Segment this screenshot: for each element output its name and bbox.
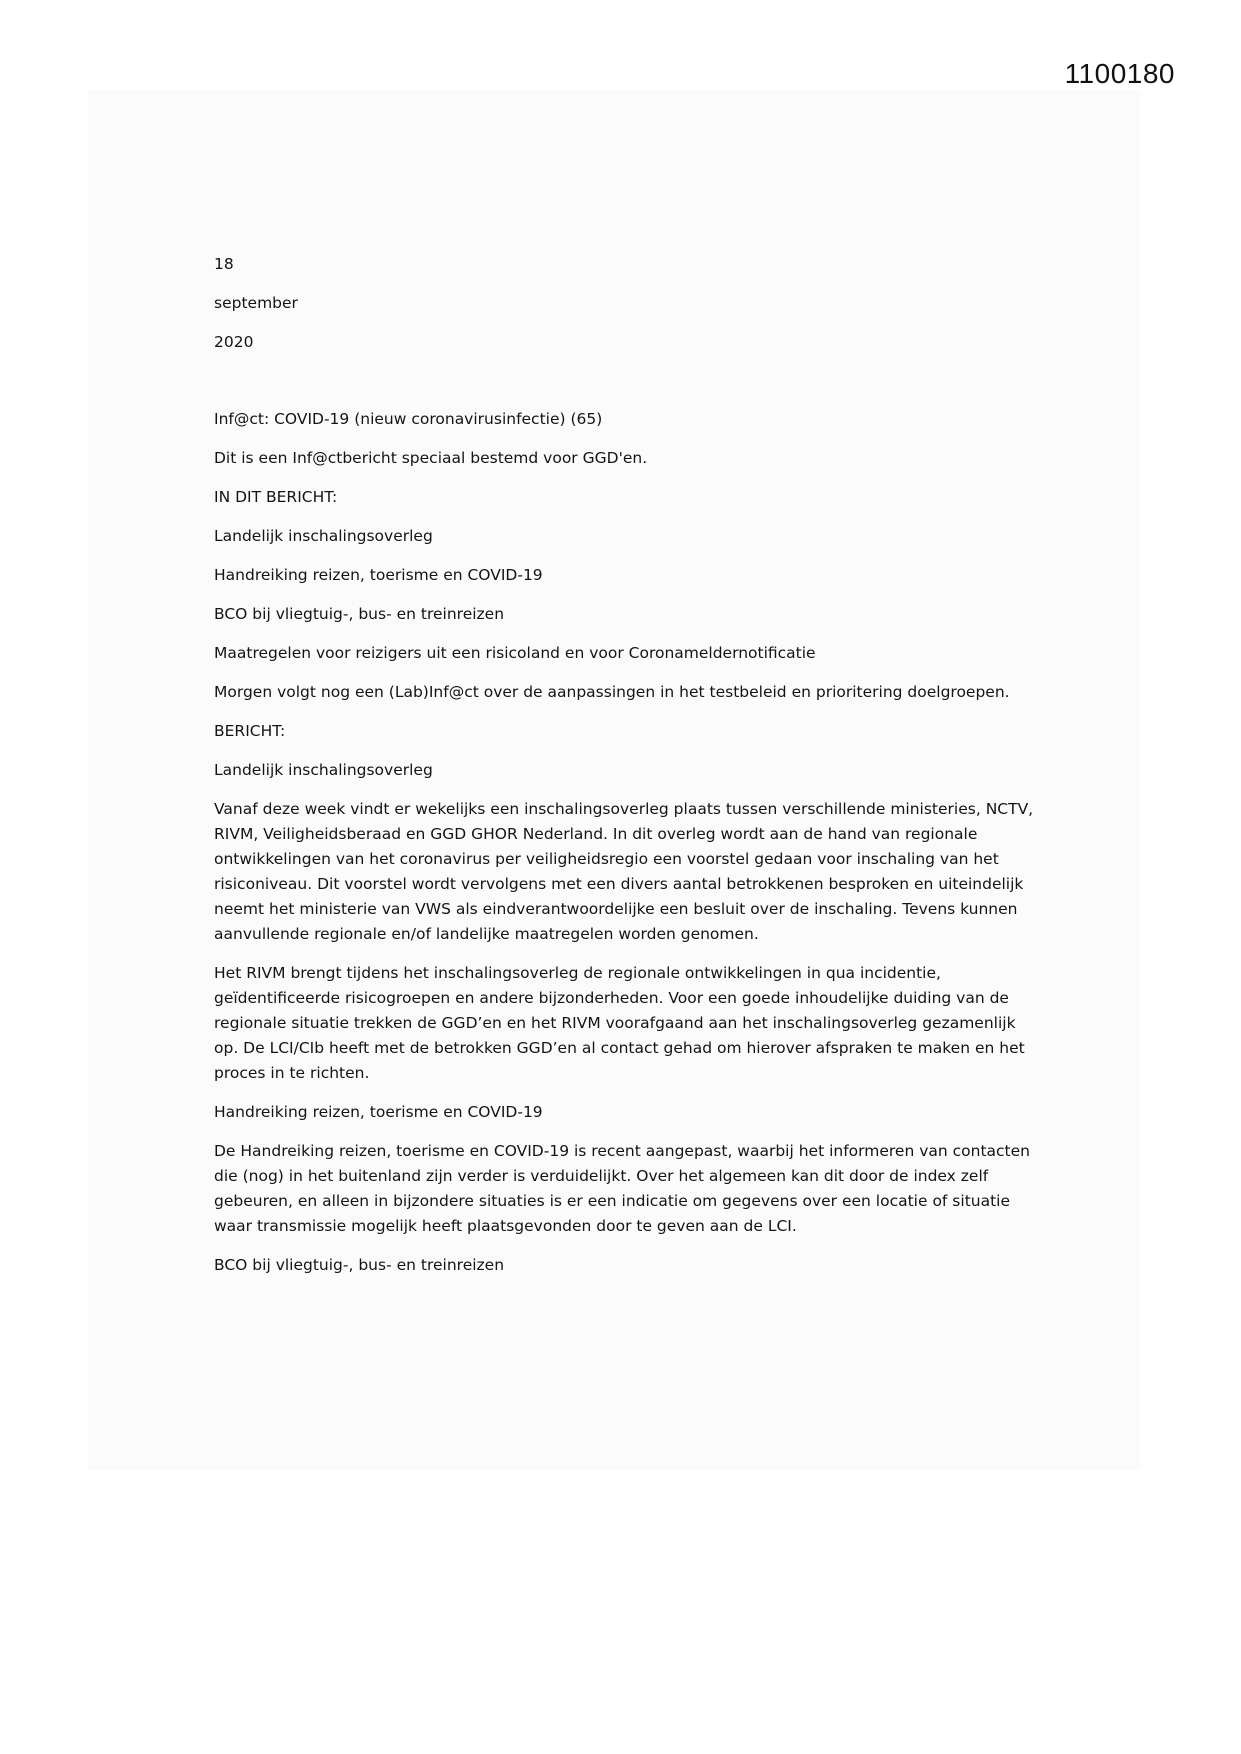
toc-item: Handreiking reizen, toerisme en COVID-19 bbox=[214, 566, 543, 584]
spacer bbox=[214, 369, 1044, 407]
message-title: Inf@ct: COVID-19 (nieuw coronavirusinfectie) (65) bbox=[214, 410, 603, 428]
toc-item: Morgen volgt nog een (Lab)Inf@ct over de aanpassingen in het testbeleid en prioritering doelgroepen. bbox=[214, 683, 1010, 701]
paragraph-line: Het RIVM brengt tijdens het inschalingsoverleg de regionale ontwikkelingen in qua incidentie, bbox=[214, 964, 941, 982]
message-subtitle: Dit is een Inf@ctbericht speciaal bestemd voor GGD'en. bbox=[214, 449, 648, 467]
toc-item: Maatregelen voor reizigers uit een risicoland en voor Coronameldernotificatie bbox=[214, 644, 816, 662]
paragraph-line: Vanaf deze week vindt er wekelijks een inschalingsoverleg plaats tussen verschillende ministeries, NCTV, bbox=[214, 800, 1034, 818]
document-body bbox=[214, 252, 1044, 1292]
section-paragraph bbox=[214, 797, 1044, 947]
paragraph-line: op. De LCI/CIb heeft met de betrokken GGD’en al contact gehad om hierover afspraken te maken en het bbox=[214, 1039, 1025, 1057]
section-heading: Handreiking reizen, toerisme en COVID-19 bbox=[214, 1103, 543, 1121]
paragraph-line: risiconiveau. Dit voorstel wordt vervolgens met een divers aantal betrokkenen besproken en uiteindelijk bbox=[214, 875, 1024, 893]
paragraph-line: waar transmissie mogelijk heeft plaatsgevonden door te geven aan de LCI. bbox=[214, 1217, 797, 1235]
date-month: september bbox=[214, 294, 298, 312]
paragraph-line: RIVM, Veiligheidsberaad en GGD GHOR Nederland. In dit overleg wordt aan de hand van regionale bbox=[214, 825, 978, 843]
date-day: 18 bbox=[214, 255, 234, 273]
paragraph-line: regionale situatie trekken de GGD’en en het RIVM voorafgaand aan het inschalingsoverleg gezamenlijk bbox=[214, 1014, 1016, 1032]
paragraph-line: ontwikkelingen van het coronavirus per veiligheidsregio een voorstel gedaan voor inschaling van het bbox=[214, 850, 999, 868]
bericht-label: BERICHT: bbox=[214, 722, 286, 740]
paragraph-line: gebeuren, en alleen in bijzondere situaties is er een indicatie om gegevens over een locatie of situatie bbox=[214, 1192, 1011, 1210]
document-id-stamp: 1100180 bbox=[1064, 58, 1175, 89]
paragraph-line: geïdentificeerde risicogroepen en andere bijzonderheden. Voor een goede inhoudelijke duiding van de bbox=[214, 989, 1009, 1007]
paragraph-line: aanvullende regionale en/of landelijke maatregelen worden genomen. bbox=[214, 925, 759, 943]
in-dit-bericht-label: IN DIT BERICHT: bbox=[214, 488, 338, 506]
paragraph-line: neemt het ministerie van VWS als eindverantwoordelijke een besluit over de inschaling. Tevens kunnen bbox=[214, 900, 1018, 918]
date-year: 2020 bbox=[214, 333, 254, 351]
toc-item: BCO bij vliegtuig-, bus- en treinreizen bbox=[214, 605, 505, 623]
paragraph-line: die (nog) in het buitenland zijn verder is verduidelijkt. Over het algemeen kan dit door de index zelf bbox=[214, 1167, 989, 1185]
toc-item: Landelijk inschalingsoverleg bbox=[214, 527, 433, 545]
section-paragraph bbox=[214, 961, 1044, 1086]
section-heading: Landelijk inschalingsoverleg bbox=[214, 761, 433, 779]
section-paragraph bbox=[214, 1139, 1044, 1239]
paragraph-line: De Handreiking reizen, toerisme en COVID-19 is recent aangepast, waarbij het informeren van contacten bbox=[214, 1142, 1030, 1160]
section-heading: BCO bij vliegtuig-, bus- en treinreizen bbox=[214, 1256, 505, 1274]
paragraph-line: proces in te richten. bbox=[214, 1064, 370, 1082]
